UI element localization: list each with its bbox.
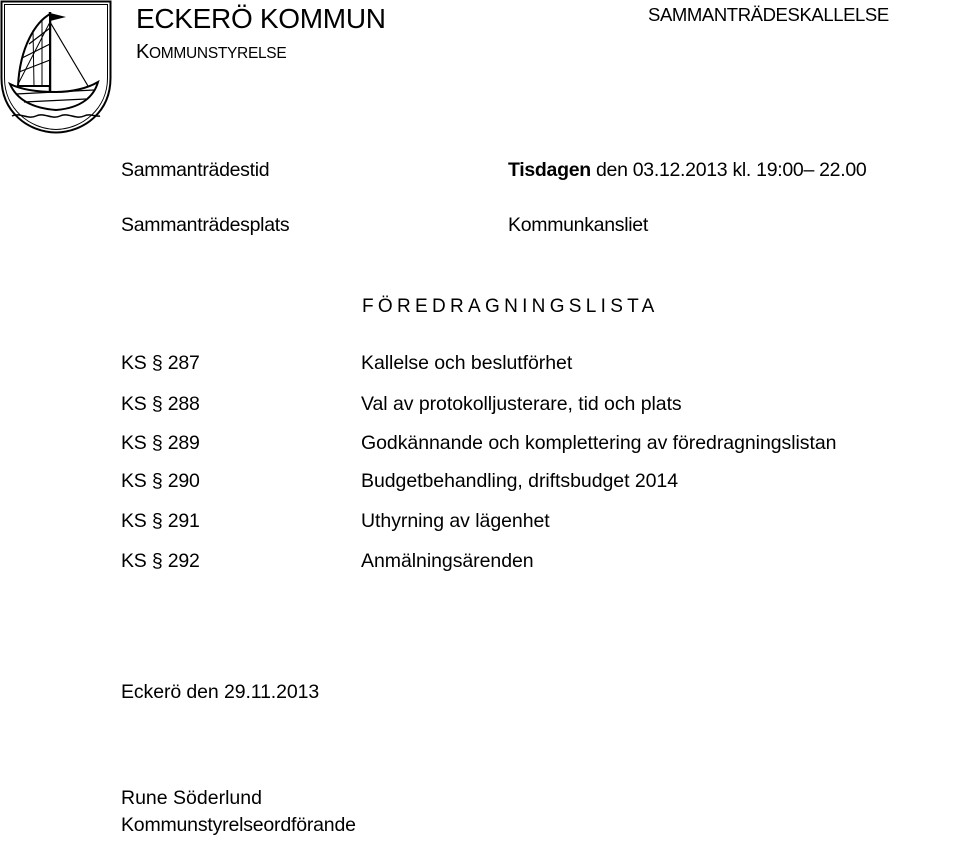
agenda-item-code: KS § 290: [121, 470, 200, 492]
organization-unit-initial: K: [136, 41, 150, 63]
document-type: SAMMANTRÄDESKALLELSE: [648, 4, 889, 25]
meeting-place-label: Sammanträdesplats: [121, 214, 290, 236]
agenda-item-code: KS § 291: [121, 510, 200, 532]
agenda-item-code: KS § 292: [121, 550, 200, 572]
meeting-date-time: den 03.12.2013 kl. 19:00– 22.00: [590, 159, 867, 181]
organization-name: ECKERÖ KOMMUN: [136, 3, 386, 34]
agenda-item-title: Uthyrning av lägenhet: [361, 510, 550, 532]
agenda-item-code: KS § 289: [121, 432, 200, 454]
organization-unit: [136, 41, 286, 64]
agenda-item-title: Godkännande och komplettering av föredragningslistan: [361, 432, 837, 454]
agenda-item-title: Anmälningsärenden: [361, 550, 534, 572]
meeting-day: Tisdagen: [508, 159, 591, 181]
signatory-name: Rune Söderlund: [121, 787, 262, 809]
agenda-heading: FÖREDRAGNINGSLISTA: [362, 296, 659, 317]
agenda-item-title: Budgetbehandling, driftsbudget 2014: [361, 470, 679, 492]
closing-place-date: Eckerö den 29.11.2013: [121, 681, 320, 703]
agenda-item-title: Val av protokolljusterare, tid och plats: [361, 393, 682, 415]
agenda-item-code: KS § 288: [121, 393, 200, 415]
meeting-place-value: Kommunkansliet: [508, 214, 648, 236]
coat-of-arms-ship-icon: [0, 0, 112, 134]
agenda-item-code: KS § 287: [121, 352, 200, 374]
signatory-role: Kommunstyrelseordförande: [121, 814, 356, 836]
agenda-item-title: Kallelse och beslutförhet: [361, 352, 573, 374]
organization-unit-rest: OMMUNSTYRELSE: [149, 45, 287, 62]
meeting-time-label: Sammanträdestid: [121, 159, 270, 181]
meeting-time-value: [508, 159, 866, 182]
